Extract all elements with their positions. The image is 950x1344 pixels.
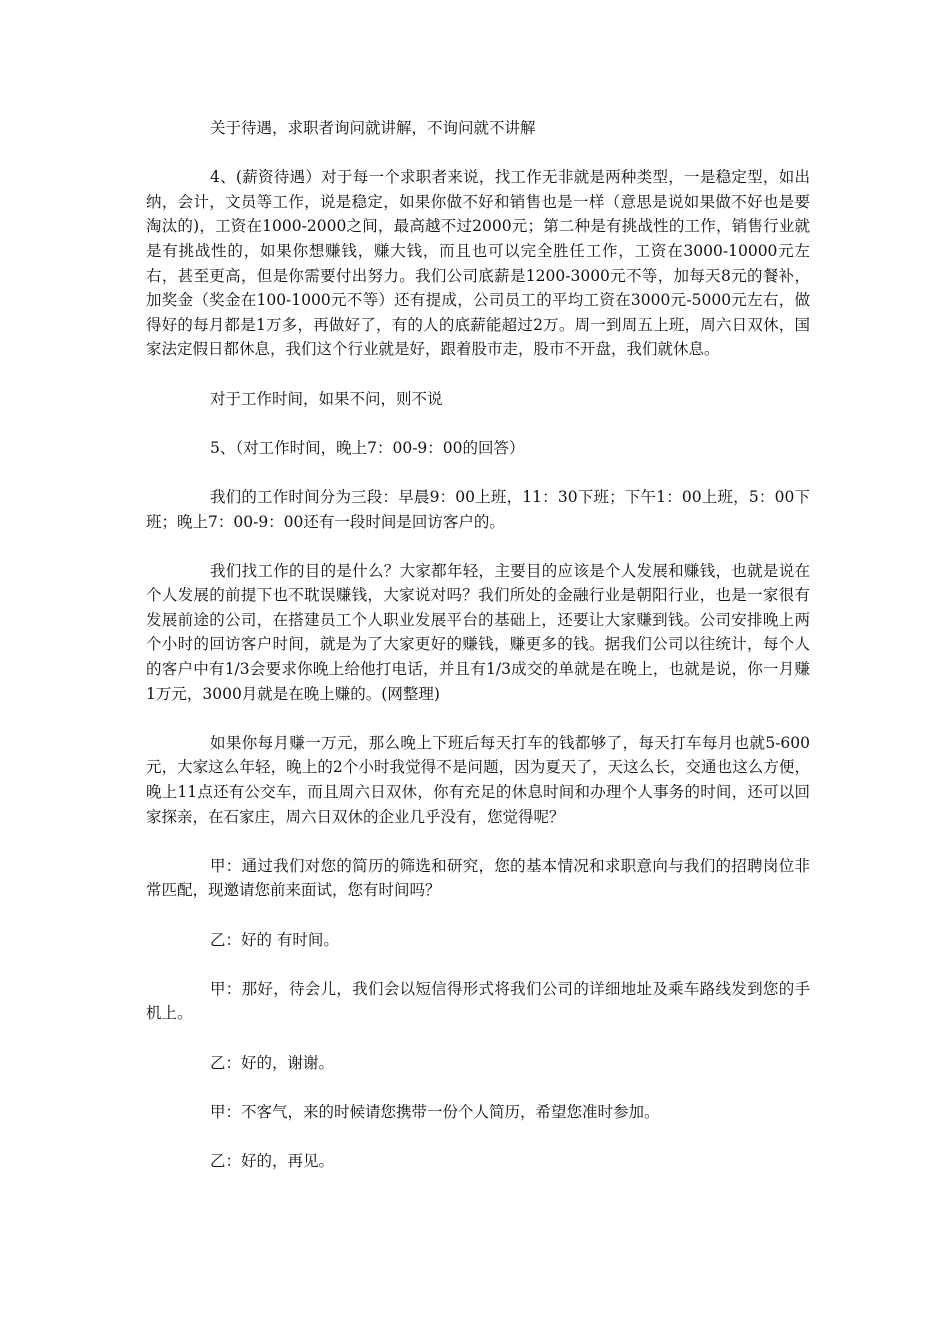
paragraph-evening-work: 如果你每月赚一万元，那么晚上下班后每天打车的钱都够了，每天打车每月也就5-600元，大家这么年轻，晚上的2个小时我觉得不是问题，因为夏天了，天这么长，交通也这么方便，晚上11点还有公交车，而且周六日双休，你有充足的休息时间和办理个人事务的时间，还可以回家探亲，在石家庄，周六日双休的企业几乎没有，您觉得呢？ <box>146 733 810 826</box>
dialog-line-yi-accept: 乙：好的 有时间。 <box>210 930 339 949</box>
paragraph-work-time-policy: 对于工作时间，如果不问，则不说 <box>210 389 443 408</box>
paragraph-work-schedule: 我们的工作时间分为三段：早晨9：00上班，11：30下班；下午1：00上班，5：00下班；晚上7：00-9：00还有一段时间是回访客户的。 <box>146 487 810 531</box>
dialog-line-yi-thanks: 乙：好的，谢谢。 <box>210 1053 335 1072</box>
paragraph-salary-details: 4、(薪资待遇）对于每一个求职者来说，找工作无非就是两种类型，一是稳定型，如出纳，会计，文员等工作，说是稳定，如果你做不好和销售也是一样（意思是说如果做不好也是要淘汰的)，工资在1000-2000之间，最高越不过2000元；第二种是有挑战性的工作，销售行业就是有挑战性的，如果你想赚钱，赚大钱，而且也可以完全胜任工作，工资在3000-10000元左右，甚至更高，但是你需要付出努力。我们公司底薪是1200-3000元不等，加每天8元的餐补，加奖金（奖金在100-1000元不等）还有提成，公司员工的平均工资在3000元-5000元左右，做得好的每月都是1万多，再做好了，有的人的底薪能超过2万。周一到周五上班，周六日双休，国家法定假日都休息，我们这个行业就是好，跟着股市走，股市不开盘，我们就休息。 <box>146 168 810 359</box>
paragraph-section-5-heading: 5、（对工作时间，晚上7：00-9：00的回答） <box>210 438 525 457</box>
document-page <box>146 116 810 1198</box>
dialog-line-jia-address: 甲：那好，待会儿，我们会以短信得形式将我们公司的详细地址及乘车路线发到您的手机上。 <box>146 979 810 1023</box>
dialog-line-jia-resume: 甲：不客气，来的时候请您携带一份个人简历，希望您准时参加。 <box>210 1102 660 1121</box>
paragraph-salary-policy: 关于待遇，求职者询问就讲解，不询问就不讲解 <box>210 119 536 137</box>
dialog-line-yi-goodbye: 乙：好的，再见。 <box>210 1151 335 1170</box>
dialog-line-jia-invite: 甲：通过我们对您的简历的筛选和研究，您的基本情况和求职意向与我们的招聘岗位非常匹配，现邀请您前来面试，您有时间吗？ <box>146 856 810 900</box>
paragraph-work-purpose: 我们找工作的目的是什么？大家都年轻，主要目的应该是个人发展和赚钱，也就是说在个人发展的前提下也不耽误赚钱，大家说对吗？我们所处的金融行业是朝阳行业，也是一家很有发展前途的公司，在搭建员工个人职业发展平台的基础上，还要让大家赚到钱。公司安排晚上两个小时的回访客户时间，就是为了大家更好的赚钱，赚更多的钱。据我们公司以往统计，每个人的客户中有1/3会要求你晚上给他打电话，并且有1/3成交的单就是在晚上，也就是说，你一月赚1万元，3000月就是在晚上赚的。(网整理) <box>146 561 810 703</box>
